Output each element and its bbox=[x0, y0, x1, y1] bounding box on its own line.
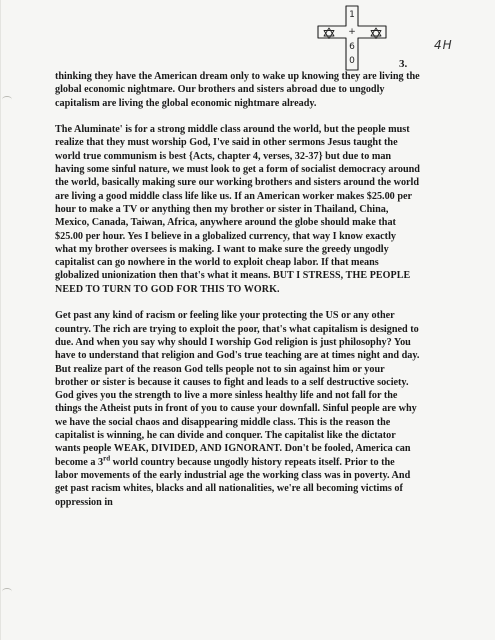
cross-icon bbox=[316, 4, 388, 72]
paragraph-text: Don't be fooled, America can become a 3 bbox=[55, 443, 411, 468]
cross-letter: 6 bbox=[349, 42, 355, 52]
paragraph-2 bbox=[55, 123, 420, 296]
paragraph-3 bbox=[55, 309, 420, 508]
paragraph-text: thinking they have the American dream only to wake up knowing they are living the global economic nightmare. Our brothers and sisters abroad due to ungodly capitalism are living the global economic nightmare already. bbox=[55, 71, 420, 109]
paragraph-text: The Aluminate' is for a strong middle class around the world, but the people must realize that they must worship God, I've said in other sermons Jesus taught the world true communism is best {Acts, chapter 4, verses, 32-37} but due to man having some sinful nature, we must look to get a form of socialist democracy around the world, basically making sure our working brothers and sisters around the world are living a good middle class life like us. If an American worker makes $25.00 per hour to make a TV or anything then my brother or sister in Thailand, China, Mexico, Canada, Taiwan, Africa, anywhere around the globe should make that $25.00 per hour. Yes I believe in a globalized currency, that way I know exactly what my brother oversees is making. I want to make sure the greedy ungodly capitalist can go nowhere in the world to exploit cheap labor. If that means globalized unionization then that's what it means. bbox=[55, 124, 420, 282]
cross-letter: 1 bbox=[349, 10, 355, 20]
cross-letter: 0 bbox=[349, 56, 355, 66]
punch-hole-mark bbox=[2, 588, 12, 595]
document-body bbox=[55, 70, 420, 522]
emphasis-text: WEAK, DIVIDED, AND IGNORANT. bbox=[113, 443, 283, 455]
paragraph-1 bbox=[55, 70, 420, 110]
page-number: 3. bbox=[399, 58, 408, 70]
ordinal-superscript: rd bbox=[103, 454, 111, 463]
paragraph-text: Get past any kind of racism or feeling like your protecting the US or any other country. The rich are trying to exploit the poor, that's what capitalism is designed to due. And when you say why should I worship God religion is just philosophy? You have to understand that religion and God's true teaching are at times night and day. But realize part of the reason God tells people not to sin against him or your brother or sister is because it causes to fight and leads to a self destructive society. God gives you the strength to live a more sinless healthy life and not fall for the things the Atheist puts in front of you to cause your downfall. Sinful people are why we have the social chaos and disappearing middle class. This is the reason the capitalist is winning, he can divide and conquer. The capitalist like the dictator wants people bbox=[55, 310, 420, 455]
cross-drawing bbox=[316, 4, 388, 72]
emphasis-text: BUT I STRESS, THE PEOPLE NEED TO TURN TO GOD FOR THIS TO WORK. bbox=[55, 270, 411, 295]
paragraph-text: world country because ungodly history repeats itself. Prior to the labor movements of the early industrial age the working class was in poverty. And get past racism whites, blacks and all nationalities, we're all becoming victims of oppression in bbox=[55, 456, 411, 508]
handwritten-note: 4H bbox=[434, 38, 453, 52]
punch-hole-mark bbox=[2, 96, 12, 103]
cross-letter: + bbox=[348, 27, 356, 37]
